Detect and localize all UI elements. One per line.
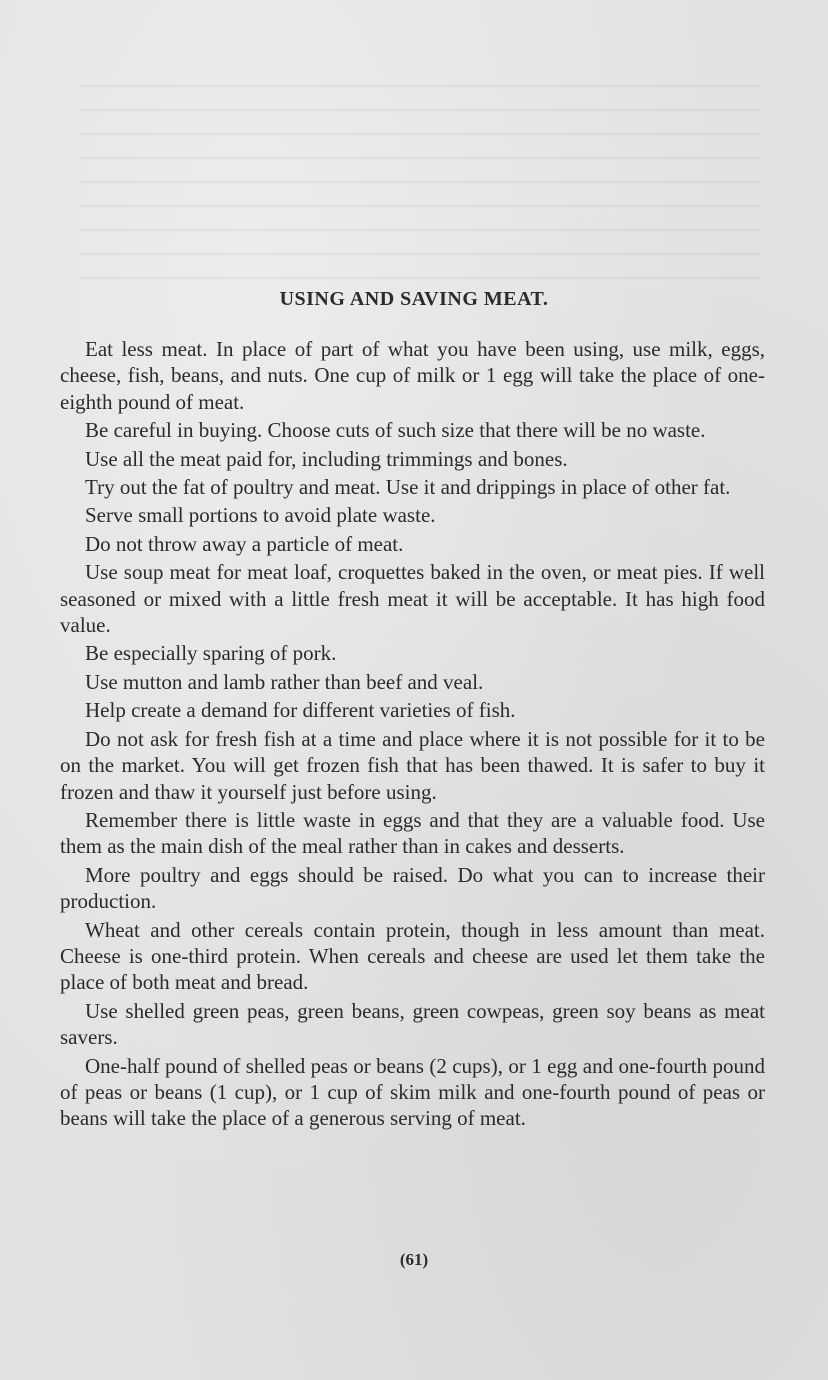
- paragraph: Do not ask for fresh fish at a time and place where it is not possible for it to be on the market. You will get frozen fish that has been thawed. It is safer to buy it frozen and thaw it yourself just before using.: [60, 726, 765, 804]
- page-number: (61): [399, 1250, 429, 1269]
- paragraph: Be especially sparing of pork.: [85, 641, 337, 666]
- paragraph: Use mutton and lamb rather than beef and veal.: [85, 669, 484, 694]
- paragraph: Serve small portions to avoid plate waste.: [85, 503, 436, 528]
- paragraph: Remember there is little waste in eggs and that they are a valuable food. Use them as the main dish of the meal rather than in cakes and desserts.: [60, 807, 765, 859]
- paragraph: Be careful in buying. Choose cuts of such size that there will be no waste.: [85, 418, 706, 443]
- paragraph: One-half pound of shelled peas or beans (2 cups), or 1 egg and one-fourth pound of peas or beans (1 cup), or 1 cup of skim milk and one-fourth pound of peas or beans will take the place of a generous serving of meat.: [60, 1053, 765, 1131]
- paragraph: Wheat and other cereals contain protein, though in less amount than meat. Cheese is one-third protein. When cereals and cheese are used let them take the place of both meat and bread.: [60, 917, 765, 995]
- paragraph: More poultry and eggs should be raised. Do what you can to increase their production.: [60, 862, 765, 914]
- paragraph: Do not throw away a particle of meat.: [85, 531, 404, 556]
- paragraph: Use all the meat paid for, including trimmings and bones.: [85, 446, 568, 471]
- paragraph: Eat less meat. In place of part of what you have been using, use milk, eggs, cheese, fish, beans, and nuts. One cup of milk or 1 egg will take the place of one-eighth pound of meat.: [60, 337, 765, 414]
- paragraph: Use soup meat for meat loaf, croquettes baked in the oven, or meat pies. If well seasoned or mixed with a little fresh meat it will be acceptable. It has high food value.: [60, 560, 765, 638]
- paragraph: Try out the fat of poultry and meat. Use it and drippings in place of other fat.: [85, 475, 731, 500]
- bleed-through-text: [80, 85, 760, 285]
- body-text: [60, 336, 765, 1134]
- paragraph: Help create a demand for different varieties of fish.: [85, 698, 516, 723]
- page-title: USING AND SAVING MEAT.: [279, 288, 549, 310]
- paragraph: Use shelled green peas, green beans, green cowpeas, green soy beans as meat savers.: [60, 998, 765, 1050]
